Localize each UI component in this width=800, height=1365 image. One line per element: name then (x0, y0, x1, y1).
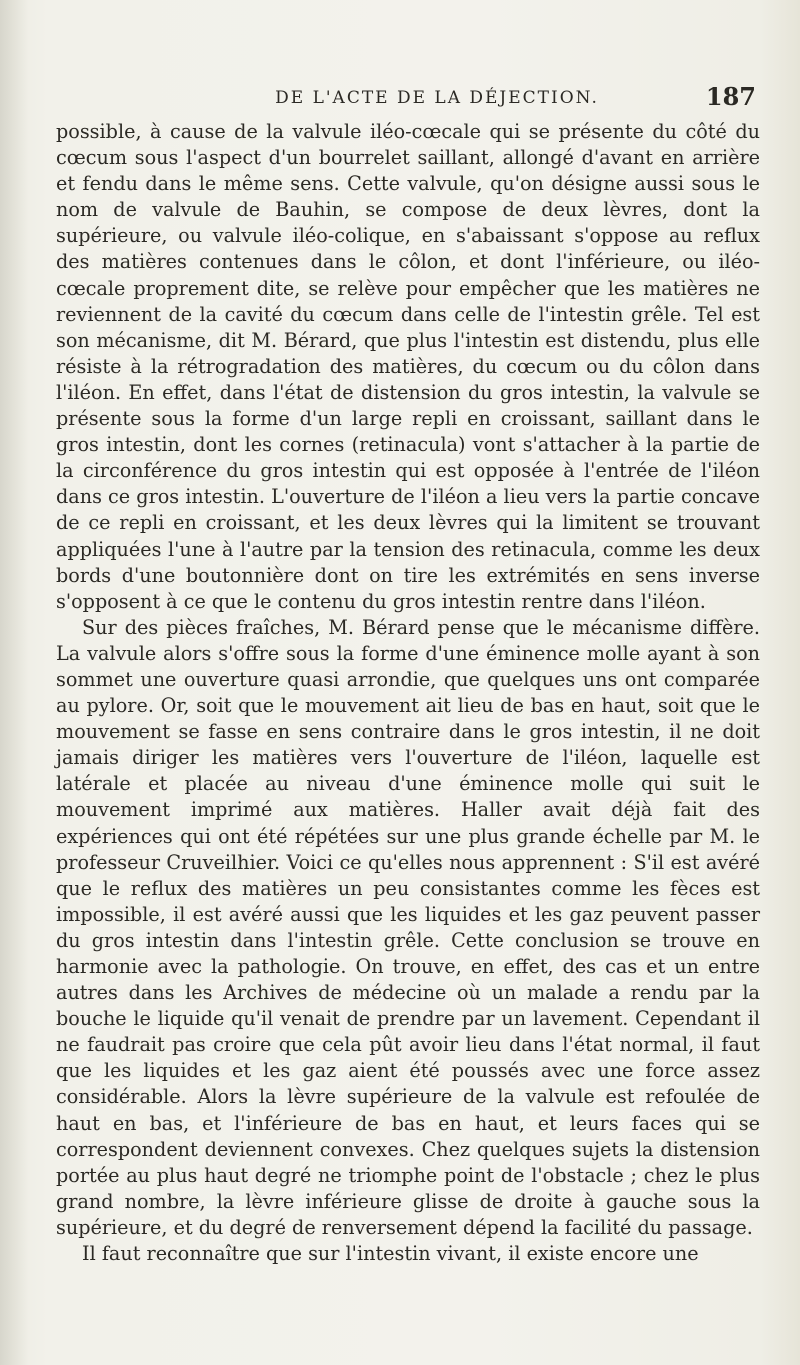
paragraph: possible, à cause de la valvule iléo-cœcale qui se présente du côté du cœcum sous l'aspect d'un bourrelet saillant, allongé d'avant en arrière et fendu dans le même sens. Cette valvule, qu'on désigne aussi sous le nom de valvule de Bauhin, se compose de deux lèvres, dont la supérieure, ou valvule iléo-colique, en s'abaissant s'oppose au reflux des matières contenues dans le côlon, et dont l'inférieure, ou iléo-cœcale proprement dite, se relève pour empêcher que les matières ne reviennent de la cavité du cœcum dans celle de l'intestin grêle. Tel est son mécanisme, dit M. Bérard, que plus l'intestin est distendu, plus elle résiste à la rétrogradation des matières, du cœcum ou du côlon dans l'iléon. En effet, dans l'état de distension du gros intestin, la valvule se présente sous la forme d'un large repli en croissant, saillant dans le gros intestin, dont les cornes (retinacula) vont s'attacher à la partie de la circonférence du gros intestin qui est opposée à l'entrée de l'iléon dans ce gros intestin. L'ouverture de l'iléon a lieu vers la partie concave de ce repli en croissant, et les deux lèvres qui la limitent se trouvant appliquées l'une à l'autre par la tension des retinacula, comme les deux bords d'une boutonnière dont on tire les extrémités en sens inverse s'opposent à ce que le contenu du gros intestin rentre dans l'iléon. (56, 120, 760, 613)
page-number: 187 (705, 82, 756, 111)
paragraph: Sur des pièces fraîches, M. Bérard pense que le mécanisme diffère. La valvule alors s'offre sous la forme d'une éminence molle ayant à son sommet une ouverture quasi arrondie, que quelques uns ont comparée au pylore. Or, soit que le mouvement ait lieu de bas en haut, soit que le mouvement se fasse en sens contraire dans le gros intestin, il ne doit jamais diriger les matières vers l'ouverture de l'iléon, laquelle est latérale et placée au niveau d'une éminence molle qui suit le mouvement imprimé aux matières. Haller avait déjà fait des expériences qui ont été répétées sur une plus grande échelle par M. le professeur Cruveilhier. Voici ce qu'elles nous apprennent : S'il est avéré que le reflux des matières un peu consistantes comme les fèces est impossible, il est avéré aussi que les liquides et les gaz peuvent passer du gros intestin dans l'intestin grêle. Cette conclusion se trouve en harmonie avec la pathologie. On trouve, en effet, des cas et un entre autres dans les Archives de médecine où un malade a rendu par la bouche le liquide qu'il venait de prendre par un lavement. Cependant il ne faudrait pas croire que cela pût avoir lieu dans l'état normal, il faut que les liquides et les gaz aient été poussés avec une force assez considérable. Alors la lèvre supérieure de la valvule est refoulée de haut en bas, et l'inférieure de bas en haut, et leurs faces qui se correspondent deviennent convexes. Chez quelques sujets la distension portée au plus haut degré ne triomphe point de l'obstacle ; chez le plus grand nombre, la lèvre inférieure glisse de droite à gauche sous la supérieure, et du degré de renversement dépend la facilité du passage. (56, 615, 760, 1239)
binding-shadow (0, 0, 28, 1365)
paragraph: Il faut reconnaître que sur l'intestin vivant, il existe encore une (82, 1242, 699, 1266)
running-header: DE L'ACTE DE LA DÉJECTION. (275, 88, 599, 108)
body-text (56, 119, 760, 1267)
